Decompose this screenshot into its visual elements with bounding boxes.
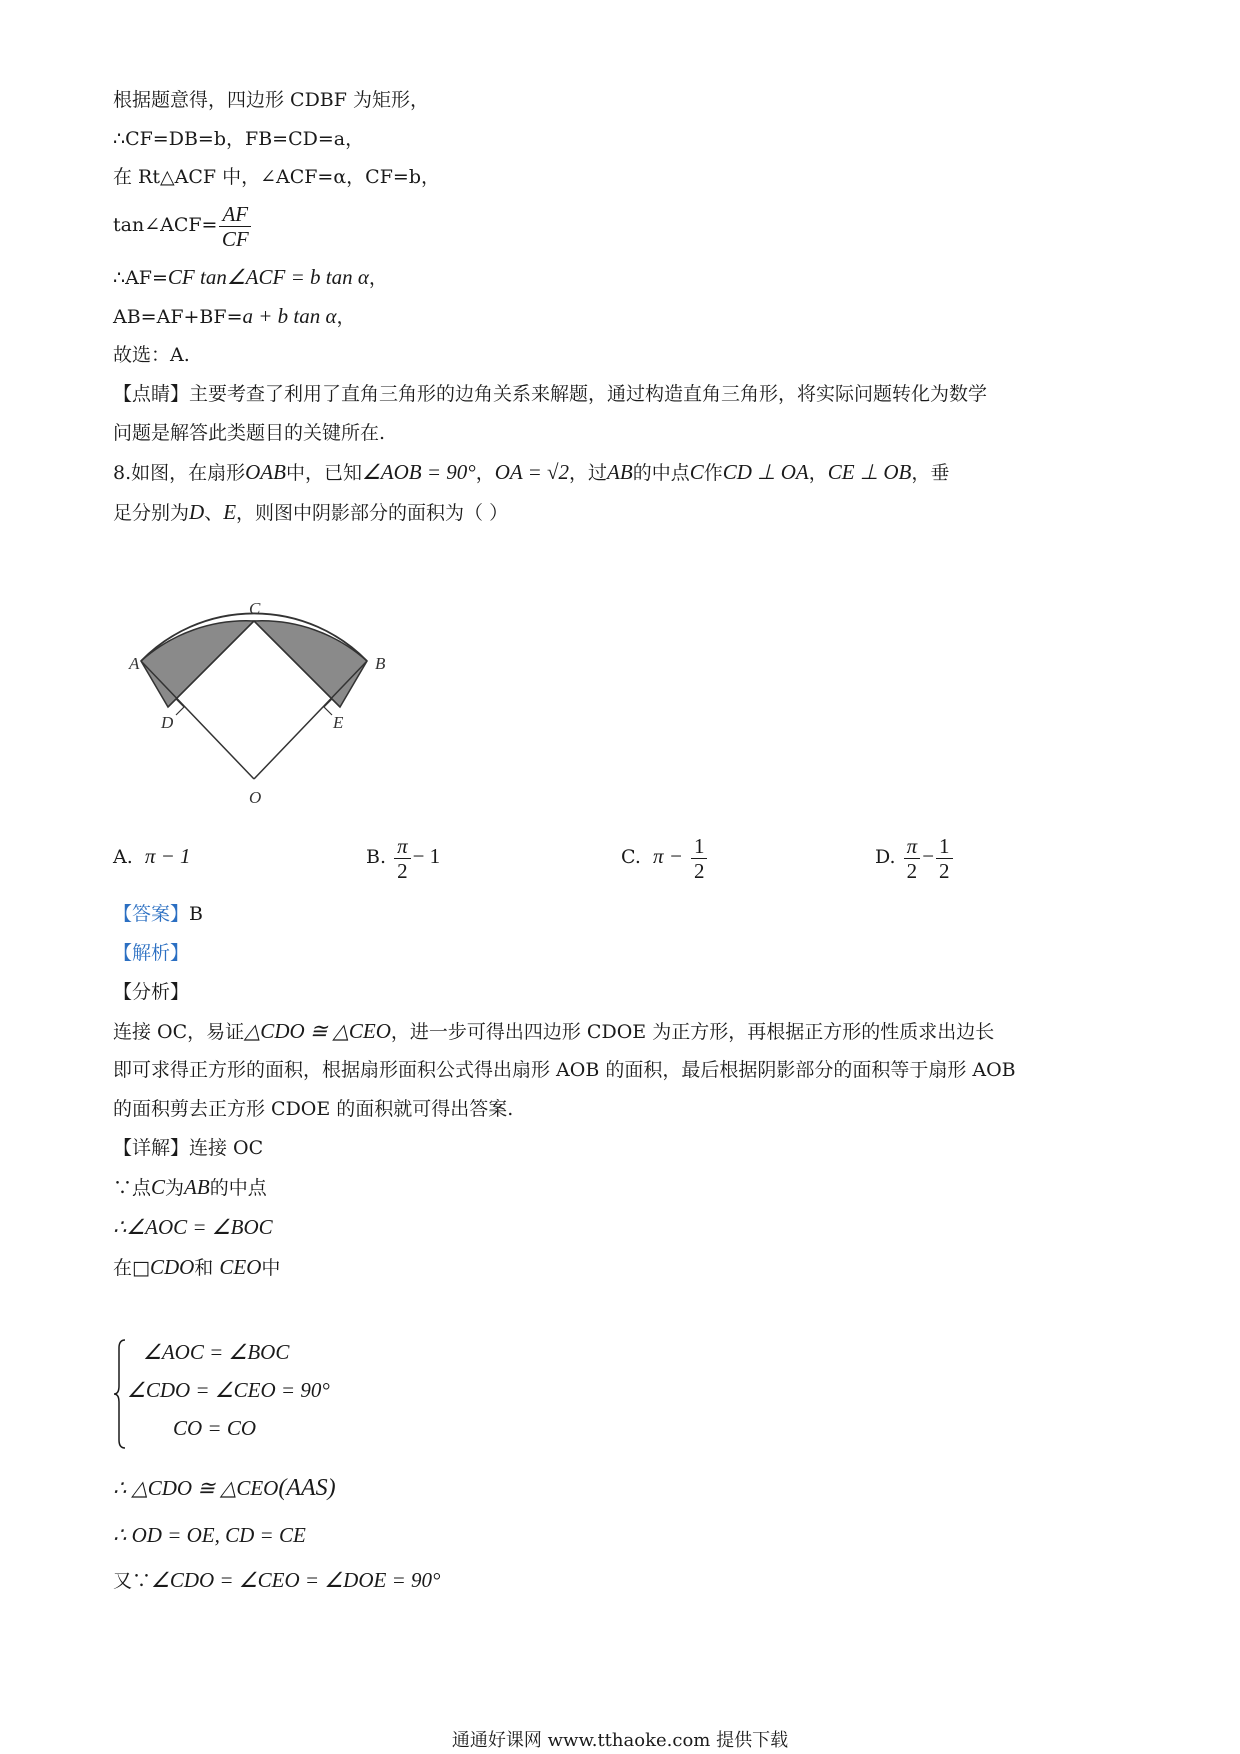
math-expression: E (223, 500, 237, 524)
text-fragment: 为 (165, 1177, 185, 1199)
text-fragment: ，过 (569, 462, 608, 484)
fraction-denominator: 2 (906, 858, 918, 883)
fraction (691, 834, 708, 883)
answer-line (113, 900, 203, 928)
text-fragment: 的中点 (209, 1177, 267, 1199)
option-label: C. (621, 846, 641, 868)
text-fragment: ， (808, 462, 828, 484)
text-line (113, 1253, 280, 1282)
math-expression: a + b tan α (242, 304, 337, 328)
math-expression: (AAS) (278, 1475, 336, 1501)
text-line: ∴CF=DB=b，FB=CD=a， (113, 128, 365, 150)
segment-ob (254, 661, 367, 779)
answer-value: B (189, 903, 203, 925)
math-line: ∴∠AOC = ∠BOC (113, 1215, 273, 1239)
fraction-denominator: 2 (939, 858, 950, 883)
text-fragment: ， (475, 462, 495, 484)
text-fragment: 在□ (113, 1257, 150, 1279)
equation-row: ∠AOC = ∠BOC (143, 1340, 290, 1364)
math-expression: OAB (245, 460, 286, 484)
answer-tag: 【答案】 (113, 903, 190, 925)
fraction-numerator: π (394, 834, 411, 859)
text-fragment: 和 (194, 1257, 214, 1279)
math-expression: OA = √2 (494, 460, 570, 484)
math-expression: CEO (219, 1255, 262, 1279)
math-expression: CD ⊥ OA (722, 460, 809, 484)
text-line: 故选：A. (113, 344, 190, 366)
math-expression: △CDO ≅ △CEO (244, 1019, 391, 1043)
label-o: O (249, 788, 262, 807)
option-a (113, 826, 191, 887)
fenxi-heading: 【分析】 (113, 981, 190, 1003)
math-expression: CDO (149, 1255, 195, 1279)
text-fragment: AB=AF+BF= (113, 306, 243, 328)
fraction-numerator: 1 (691, 834, 708, 859)
text-line: 在 Rt△ACF 中，∠ACF=α，CF=b， (113, 166, 440, 188)
option-label: A. (113, 846, 133, 868)
question-line-1 (113, 458, 949, 487)
left-brace (113, 1338, 127, 1450)
option-c (621, 826, 709, 887)
fraction-denominator: CF (221, 226, 249, 251)
fraction-denominator: 2 (693, 858, 705, 883)
fraction (904, 834, 921, 883)
math-expression: ∠AOB = 90° (361, 460, 476, 484)
sector-figure (113, 600, 413, 810)
text-fragment: ， (368, 267, 388, 289)
text-fragment: 中 (261, 1257, 281, 1279)
text-fragment: 的中点 (632, 462, 690, 484)
text-line (113, 1566, 440, 1595)
math-expression: C (689, 460, 704, 484)
text-line: 即可求得正方形的面积，根据扇形面积公式得出扇形 AOB 的面积，最后根据阴影部分的面积等于扇形 AOB (113, 1059, 1016, 1081)
option-expression: π − (652, 844, 683, 868)
text-fragment: 足分别为 (113, 502, 190, 524)
label-e: E (333, 713, 344, 732)
label-a: A (129, 654, 140, 673)
text-fragment: ，进一步可得出四边形 CDOE 为正方形，再根据正方形的性质求出边长 (390, 1021, 995, 1043)
text-line (113, 1173, 267, 1202)
text-line (113, 1017, 994, 1046)
equation-system (113, 1338, 373, 1450)
math-line: ∴ OD = OE, CD = CE (113, 1523, 306, 1547)
text-fragment: 8.如图，在扇形 (113, 462, 246, 484)
text-line (113, 302, 356, 331)
page-footer: 通通好课网 www.tthaoke.com 提供下载 (451, 1730, 789, 1751)
option-label: B. (366, 846, 387, 868)
fraction-denominator: 2 (397, 858, 408, 883)
text-fragment: 、 (204, 502, 224, 524)
math-line (113, 1474, 336, 1503)
math-expression: D (189, 500, 205, 524)
math-expression: ∠CDO = ∠CEO = ∠DOE = 90° (151, 1568, 441, 1592)
label-b: B (375, 654, 386, 673)
equation-row: ∠CDO = ∠CEO = 90° (127, 1378, 330, 1402)
math-expression: ∴ △CDO ≅ △CEO (113, 1476, 279, 1500)
minus-sign: − (922, 844, 935, 868)
text-fragment: 又∵ (113, 1570, 152, 1592)
analysis-tag: 【解析】 (113, 942, 190, 964)
shaded-region-right (254, 621, 367, 707)
text-fragment: 连接 OC，易证 (113, 1021, 245, 1043)
label-d: D (161, 713, 174, 732)
arc-ab: AB (607, 460, 633, 484)
shaded-region-left (141, 621, 254, 707)
option-label: D. (875, 846, 896, 868)
text-line (113, 263, 388, 292)
text-fragment: ∴AF= (113, 267, 168, 289)
fraction (936, 834, 953, 883)
segment-oa (141, 661, 254, 779)
math-expression: CE ⊥ OB (827, 460, 912, 484)
text-fragment: ， (336, 306, 356, 328)
xiangjie-heading: 【详解】连接 OC (113, 1137, 264, 1159)
text-line: 【点睛】主要考查了利用了直角三角形的边角关系来解题，通过构造直角三角形，将实际问题转化为数学 (113, 383, 988, 405)
fraction (219, 202, 251, 251)
option-expression: π − 1 (144, 844, 191, 868)
text-fragment: ∵点 (113, 1177, 152, 1199)
equation-row: CO = CO (173, 1416, 257, 1440)
fraction-numerator: π (904, 834, 921, 859)
fraction-numerator: AF (219, 202, 251, 227)
tan-formula-line (113, 200, 253, 251)
text-fragment: tan∠ACF= (113, 214, 218, 236)
text-line: 根据题意得，四边形 CDBF 为矩形， (113, 89, 429, 111)
fraction-numerator: 1 (936, 834, 953, 859)
fraction (394, 834, 411, 883)
math-expression: C (151, 1175, 166, 1199)
option-expression: − 1 (412, 844, 441, 868)
arc-ab: AB (184, 1175, 210, 1199)
text-fragment: 中，已知 (285, 462, 362, 484)
question-line-2 (113, 498, 508, 527)
text-fragment: ，则图中阴影部分的面积为（ ） (236, 502, 509, 524)
text-fragment: 作 (703, 462, 723, 484)
math-expression: CF tan∠ACF = b tan α (167, 265, 369, 289)
option-d (875, 826, 955, 887)
text-line: 问题是解答此类题目的关键所在. (113, 422, 386, 444)
label-c: C (249, 600, 261, 618)
option-b (366, 826, 440, 887)
text-line: 的面积剪去正方形 CDOE 的面积就可得出答案. (113, 1098, 514, 1120)
text-fragment: ，垂 (911, 462, 950, 484)
